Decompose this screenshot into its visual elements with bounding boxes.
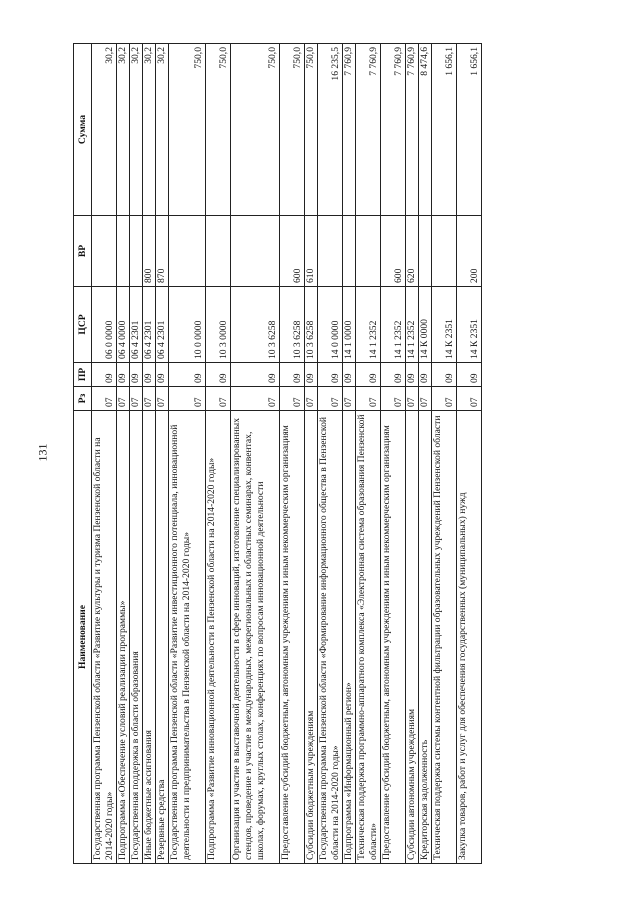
table-row [206,44,231,864]
cell-vr [356,216,381,287]
cell-csr: 14 1 2352 [381,287,406,363]
table-row [280,44,305,864]
header-rz: Рз [74,387,92,411]
cell-pr: 09 [457,363,482,387]
cell-sum: 750,0 [280,44,305,216]
cell-pr: 09 [419,363,432,387]
cell-rz: 07 [381,387,406,411]
cell-rz: 07 [318,387,343,411]
table-row [130,44,143,864]
cell-pr: 09 [206,363,231,387]
cell-rz: 07 [419,387,432,411]
cell-sum: 8 474,6 [419,44,432,216]
cell-rz: 07 [432,387,457,411]
cell-rz: 07 [457,387,482,411]
cell-rz: 07 [156,387,169,411]
cell-vr [432,216,457,287]
table-row [419,44,432,864]
cell-csr: 06 4 2301 [143,287,156,363]
cell-vr [419,216,432,287]
cell-sum: 750,0 [206,44,231,216]
cell-vr [130,216,143,287]
cell-rz: 07 [406,387,419,411]
cell-pr: 09 [143,363,156,387]
cell-csr: 14 0 0000 [318,287,343,363]
cell-vr: 610 [305,216,318,287]
cell-csr: 06 4 2301 [156,287,169,363]
cell-sum: 30,2 [130,44,143,216]
cell-pr: 09 [343,363,356,387]
cell-rz: 07 [130,387,143,411]
cell-pr: 09 [169,363,206,387]
cell-csr: 06 0 0000 [92,287,117,363]
table-row [92,44,117,864]
cell-sum: 1 656,1 [432,44,457,216]
cell-vr: 870 [156,216,169,287]
cell-pr: 09 [280,363,305,387]
cell-rz: 07 [343,387,356,411]
cell-pr: 09 [432,363,457,387]
cell-name: Субсидии автономным учреждениям [406,411,419,864]
cell-name: Предоставление субсидий бюджетным, автономным учреждениям и иным некоммерческим организациям [381,411,406,864]
cell-sum: 30,2 [156,44,169,216]
table-row [305,44,318,864]
rotated-page [73,44,482,864]
cell-name: Закупка товаров, работ и услуг для обеспечения государственных (муниципальных) нужд [457,411,482,864]
budget-table [73,43,482,864]
cell-sum: 7 760,9 [381,44,406,216]
cell-vr: 620 [406,216,419,287]
cell-vr: 200 [457,216,482,287]
cell-sum: 7 760,9 [356,44,381,216]
cell-vr: 600 [381,216,406,287]
cell-csr: 10 3 6258 [280,287,305,363]
cell-pr: 09 [356,363,381,387]
cell-pr: 09 [92,363,117,387]
table-row [117,44,130,864]
cell-rz: 07 [143,387,156,411]
cell-name: Подпрограмма «Развитие инновационной деятельности в Пензенской области на 2014-2020 годы» [206,411,231,864]
cell-vr [92,216,117,287]
header-sum: Сумма [74,44,92,216]
cell-rz: 07 [356,387,381,411]
cell-rz: 07 [280,387,305,411]
table-row [169,44,206,864]
cell-vr [169,216,206,287]
page-number: 131 [35,443,50,462]
cell-sum: 30,2 [143,44,156,216]
cell-rz: 07 [305,387,318,411]
cell-sum: 30,2 [117,44,130,216]
cell-name: Подпрограмма «Информационный регион» [343,411,356,864]
cell-vr: 600 [280,216,305,287]
header-vr: ВР [74,216,92,287]
cell-rz: 07 [206,387,231,411]
cell-vr [231,216,280,287]
cell-csr: 10 3 6258 [305,287,318,363]
cell-csr: 14 К 2351 [432,287,457,363]
cell-sum: 30,2 [92,44,117,216]
cell-csr: 06 4 2301 [130,287,143,363]
cell-csr: 10 0 0000 [169,287,206,363]
cell-pr: 09 [130,363,143,387]
cell-name: Субсидии бюджетным учреждениям [305,411,318,864]
cell-sum: 7 760,9 [406,44,419,216]
cell-name: Подпрограмма «Обеспечение условий реализации программы» [117,411,130,864]
cell-sum: 1 656,1 [457,44,482,216]
cell-csr: 14 К 0000 [419,287,432,363]
header-name: Наименование [74,411,92,864]
cell-rz: 07 [92,387,117,411]
table-row [143,44,156,864]
cell-name: Государственная программа Пензенской области «Формирование информационного общества в Пензенской области на 2014-2020 годы» [318,411,343,864]
cell-csr: 06 4 0000 [117,287,130,363]
cell-vr: 800 [143,216,156,287]
cell-pr: 09 [231,363,280,387]
cell-csr: 10 3 0000 [206,287,231,363]
cell-sum: 750,0 [305,44,318,216]
cell-sum: 750,0 [231,44,280,216]
table-row [318,44,343,864]
cell-name: Организация и участие в выставочной деятельности в сфере инноваций, изготовление специализированных стендов, проведение и участие в международных, межрегиональных и областных семинарах, конвентах, школах, форумах, круглых столах, конференциях по вопросам инновационной деятельности [231,411,280,864]
header-csr: ЦСР [74,287,92,363]
table-row [356,44,381,864]
cell-pr: 09 [318,363,343,387]
cell-pr: 09 [381,363,406,387]
cell-name: Государственная поддержка в области образования [130,411,143,864]
table-row [381,44,406,864]
header-pr: ПР [74,363,92,387]
cell-sum: 7 760,9 [343,44,356,216]
cell-name: Техническая поддержка системы контентной фильтрации образовательных учреждений Пензенской области [432,411,457,864]
table-row [343,44,356,864]
cell-name: Кредиторская задолженность [419,411,432,864]
cell-pr: 09 [406,363,419,387]
cell-pr: 09 [156,363,169,387]
cell-vr [343,216,356,287]
cell-name: Государственная программа Пензенской области «Развитие инвестиционного потенциала, инновационной деятельности и предпринимательства в Пензенской области на 2014-2020 годы» [169,411,206,864]
table-row [406,44,419,864]
table-row [231,44,280,864]
cell-pr: 09 [305,363,318,387]
cell-csr: 14 1 0000 [343,287,356,363]
cell-name: Техническая поддержка программно-аппаратного комплекса «Электронная система образования Пензенской области» [356,411,381,864]
table-row [432,44,457,864]
cell-rz: 07 [169,387,206,411]
cell-name: Государственная программа Пензенской области «Развитие культуры и туризма Пензенской области на 2014-2020 годы» [92,411,117,864]
cell-vr [318,216,343,287]
cell-name: Предоставление субсидий бюджетным, автономным учреждениям и иным некоммерческим организациям [280,411,305,864]
table-row [457,44,482,864]
table-body [92,44,482,864]
cell-csr: 14 К 2351 [457,287,482,363]
header-row [74,44,92,864]
cell-pr: 09 [117,363,130,387]
cell-rz: 07 [231,387,280,411]
cell-vr [206,216,231,287]
table-row [156,44,169,864]
cell-name: Резервные средства [156,411,169,864]
cell-sum: 750,0 [169,44,206,216]
cell-csr: 10 3 6258 [231,287,280,363]
cell-rz: 07 [117,387,130,411]
cell-csr: 14 1 2352 [356,287,381,363]
cell-name: Иные бюджетные ассигнования [143,411,156,864]
cell-sum: 16 235,5 [318,44,343,216]
cell-vr [117,216,130,287]
cell-csr: 14 1 2352 [406,287,419,363]
